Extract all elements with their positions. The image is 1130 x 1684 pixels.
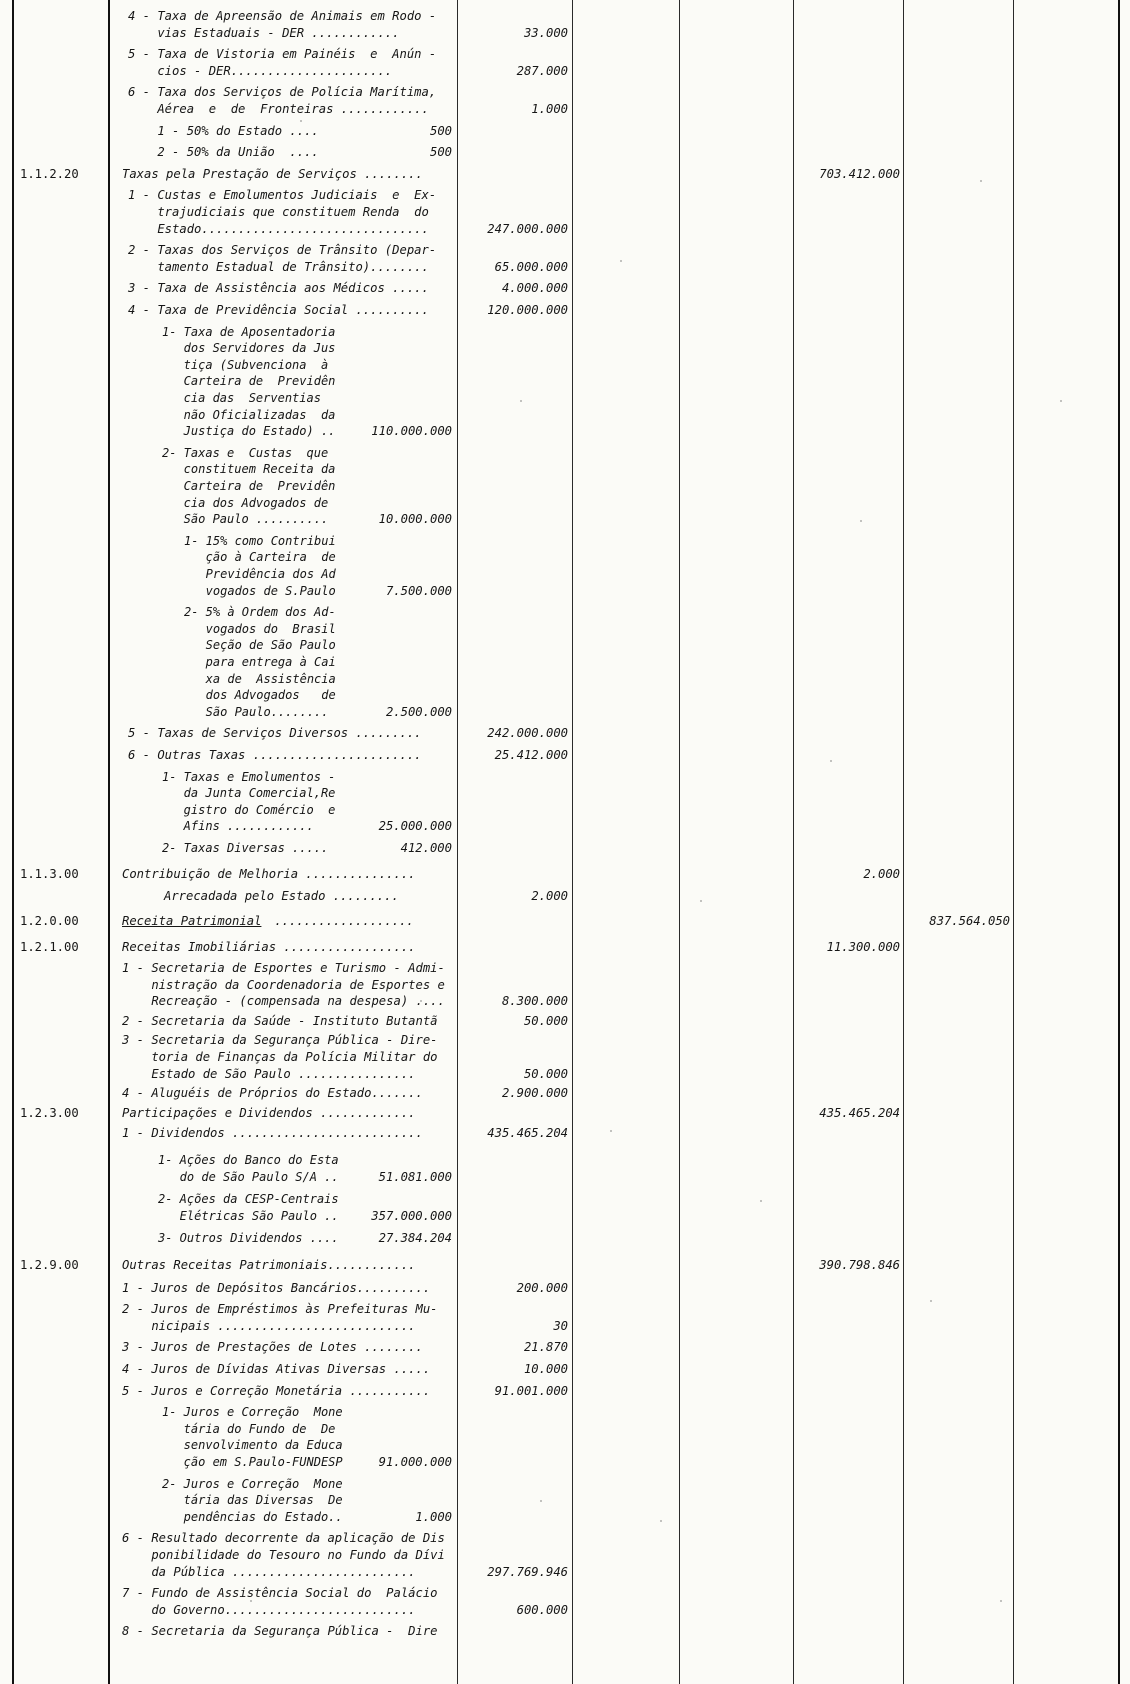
nested-description: Afins ............ (162, 819, 314, 834)
column-rule (12, 0, 14, 1684)
nested-description: 1- Taxa de Aposentadoria (162, 324, 336, 339)
entry-description: 2 - Secretaria da Saúde - Instituto Butantã (122, 1013, 438, 1028)
scan-speck (1060, 400, 1062, 402)
nested-description: constituem Receita da (162, 462, 336, 477)
column-rule (572, 0, 573, 1684)
column-rule (1013, 0, 1014, 1684)
nested-description: 1- Ações do Banco do Esta (158, 1153, 339, 1167)
leader-dots: ................... (267, 913, 414, 928)
nested-description: cia dos Advogados de (162, 495, 329, 510)
amount-col2: 21.870 (523, 1340, 568, 1355)
scan-speck (520, 400, 522, 402)
entry-description: 4 - Taxa de Previdência Social .......... (128, 303, 429, 317)
nested-description: 1- Taxas e Emolumentos - (162, 769, 336, 784)
scan-speck (930, 1300, 932, 1302)
entry-description: 7 - Fundo de Assistência Social do Palácio (122, 1586, 438, 1601)
nested-description: São Paulo .......... (162, 512, 329, 527)
amount-col5: 837.564.050 (929, 913, 1010, 928)
nested-description: 1- Juros e Correção Mone (162, 1405, 343, 1420)
amount-col2: 247.000.000 (487, 221, 568, 236)
amount-col2: 30 (553, 1318, 568, 1333)
amount-col2: 120.000.000 (487, 303, 568, 317)
section-title: Outras Receitas Patrimoniais............ (122, 1258, 416, 1272)
scan-speck (620, 260, 622, 262)
sub-amount-value: 500 (429, 145, 452, 160)
sub-amount-value: 110.000.000 (371, 424, 452, 439)
amount-col2: 1.000 (531, 102, 568, 116)
sub-amount-value: 1.000 (415, 1509, 452, 1524)
nested-description: Carteira de Previdên (162, 374, 336, 389)
section-title: Contribuição de Melhoria ............... (122, 866, 416, 881)
section-title: Receitas Imobiliárias .................. (122, 940, 416, 955)
amount-col2: 10.000 (523, 1362, 568, 1376)
amount-col2: 33.000 (523, 25, 568, 40)
scan-speck (980, 180, 982, 182)
scan-speck (540, 1500, 542, 1502)
amount-col2: 2.900.000 (501, 1086, 568, 1101)
column-rule (1118, 0, 1120, 1684)
entry-description: 1 - Dividendos .......................... (122, 1126, 423, 1141)
column-rule (457, 0, 458, 1684)
section-title: Receita Patrimonial (122, 913, 262, 928)
nested-description: 1- 15% como Contribui (184, 533, 336, 548)
amount-col4: 2.000 (863, 866, 900, 881)
sub-amount-value: 500 (429, 123, 452, 138)
entry-description: 1 - Custas e Emolumentos Judiciais e Ex- (128, 188, 437, 203)
amount-col2: 287.000 (516, 63, 568, 78)
entry-description: 3 - Taxa de Assistência aos Médicos ..... (128, 281, 429, 296)
nested-description: senvolvimento da Educa (162, 1438, 343, 1453)
scan-speck (250, 1600, 252, 1602)
entry-description: 2 - 50% da União .... (128, 145, 319, 160)
entry-description: nistração da Coordenadoria de Esportes e (122, 977, 445, 992)
account-code: 1.2.1.00 (20, 940, 79, 955)
scan-speck (860, 520, 862, 522)
nested-description: 2- 5% à Ordem dos Ad- (184, 605, 336, 620)
nested-description: 2- Taxas e Custas que (162, 445, 329, 460)
nested-description: Carteira de Previdên (162, 479, 336, 493)
entry-description: 8 - Secretaria da Segurança Pública - Dire (122, 1624, 438, 1639)
nested-description: pendências do Estado.. (162, 1509, 343, 1524)
nested-description: do de São Paulo S/A .. (158, 1169, 339, 1184)
entry-description: cios - DER...................... (128, 63, 393, 78)
entry-description: 5 - Juros e Correção Monetária ........... (122, 1383, 431, 1398)
account-code: 1.1.2.20 (20, 166, 79, 181)
sub-amount-value: 25.000.000 (378, 819, 452, 834)
amount-col2: 50.000 (523, 1013, 568, 1028)
entry-description: toria de Finanças da Polícia Militar do (122, 1050, 438, 1064)
amount-col2: 25.412.000 (494, 748, 568, 762)
scan-speck (610, 1130, 612, 1132)
nested-description: vogados de S.Paulo (184, 583, 336, 598)
entry-description: Aérea e de Fronteiras ............ (128, 102, 429, 116)
column-rule (108, 0, 110, 1684)
entry-description: Estado de São Paulo ................ (122, 1066, 416, 1081)
sub-amount-value: 10.000.000 (378, 512, 452, 527)
column-rule (903, 0, 904, 1684)
entry-description: 6 - Taxa dos Serviços de Polícia Marítima, (128, 85, 437, 100)
entry-description: 5 - Taxa de Vistoria em Painéis e Anún - (128, 47, 437, 62)
entry-description: da Pública ......................... (122, 1564, 416, 1579)
amount-col2: 2.000 (531, 889, 568, 904)
nested-description: gistro do Comércio e (162, 802, 336, 817)
entry-description: Estado............................... (128, 221, 429, 236)
entry-description: 2 - Juros de Empréstimos às Prefeituras Mu- (122, 1302, 438, 1317)
amount-col4: 11.300.000 (826, 940, 900, 955)
sub-amount-value: 2.500.000 (385, 704, 452, 719)
nested-description: tária do Fundo de De (162, 1421, 336, 1436)
nested-description: 2- Taxas Diversas ..... (162, 841, 329, 855)
sub-amount-value: 27.384.204 (378, 1231, 452, 1246)
sub-amount-value: 7.500.000 (385, 583, 452, 598)
amount-col4: 703.412.000 (819, 166, 900, 181)
entry-description: Taxas pela Prestação de Serviços ........ (122, 166, 423, 181)
scan-speck (1000, 1600, 1002, 1602)
amount-col2: 50.000 (523, 1066, 568, 1081)
entry-description: 3 - Juros de Prestações de Lotes ........ (122, 1340, 423, 1355)
entry-description: 4 - Aluguéis de Próprios do Estado....... (122, 1086, 423, 1101)
nested-description: 3- Outros Dividendos .... (158, 1231, 339, 1246)
nested-description: para entrega à Cai (184, 655, 336, 669)
amount-col2: 242.000.000 (487, 726, 568, 741)
entry-description: 2 - Taxas dos Serviços de Trânsito (Depar- (128, 243, 437, 258)
entry-description: Recreação - (compensada na despesa) .... (122, 994, 445, 1009)
column-rule (679, 0, 680, 1684)
nested-description: tária das Diversas De (162, 1493, 343, 1508)
nested-description: Justiça do Estado) .. (162, 424, 336, 439)
entry-description: 6 - Outras Taxas ....................... (128, 748, 422, 762)
scan-speck (760, 1200, 762, 1202)
entry-description: 3 - Secretaria da Segurança Pública - Dire- (122, 1033, 438, 1048)
amount-col2: 200.000 (516, 1280, 568, 1295)
entry-description: 1 - Juros de Depósitos Bancários.......... (122, 1280, 431, 1295)
sub-amount-value: 412.000 (400, 841, 452, 855)
amount-col4: 435.465.204 (819, 1105, 900, 1120)
sub-amount-value: 357.000.000 (371, 1208, 452, 1223)
amount-col2: 297.769.946 (487, 1564, 568, 1579)
account-code: 1.1.3.00 (20, 866, 79, 881)
nested-description: da Junta Comercial,Re (162, 786, 336, 801)
nested-description: dos Advogados de (184, 688, 336, 703)
sub-amount-value: 51.081.000 (378, 1169, 452, 1184)
entry-description: vias Estaduais - DER ............ (128, 25, 400, 40)
entry-description: ponibilidade do Tesouro no Fundo da Dívi (122, 1548, 445, 1562)
scan-speck (700, 900, 702, 902)
entry-description: 1 - 50% do Estado .... (128, 123, 319, 138)
scan-speck (660, 1520, 662, 1522)
entry-description: 5 - Taxas de Serviços Diversos ......... (128, 726, 422, 741)
nested-description: 2- Ações da CESP-Centrais (158, 1192, 339, 1207)
entry-description: 4 - Juros de Dívidas Ativas Diversas ..... (122, 1362, 431, 1376)
column-rule (793, 0, 794, 1684)
scan-speck (300, 120, 302, 122)
amount-col2: 4.000.000 (501, 281, 568, 296)
sub-amount-value: 91.000.000 (378, 1455, 452, 1469)
amount-col2: 600.000 (516, 1602, 568, 1617)
entry-description: 4 - Taxa de Apreensão de Animais em Rodo - (128, 9, 437, 23)
nested-description: não Oficializadas da (162, 407, 336, 422)
amount-col2: 8.300.000 (501, 994, 568, 1009)
entry-description: tamento Estadual de Trânsito)........ (128, 259, 429, 274)
nested-description: cia das Serventias (162, 391, 321, 405)
nested-description: Elétricas São Paulo .. (158, 1208, 339, 1223)
nested-description: Previdência dos Ad (184, 567, 336, 581)
nested-description: dos Servidores da Jus (162, 341, 336, 356)
account-code: 1.2.0.00 (20, 913, 79, 928)
nested-description: vogados do Brasil (184, 621, 336, 636)
scan-speck (830, 760, 832, 762)
nested-description: ção à Carteira de (184, 550, 336, 565)
nested-description: xa de Assistência (184, 671, 336, 686)
amount-col2: 435.465.204 (487, 1126, 568, 1141)
amount-col2: 91.001.000 (494, 1383, 568, 1398)
scan-speck (420, 1000, 422, 1002)
account-code: 1.2.3.00 (20, 1105, 79, 1120)
account-code: 1.2.9.00 (20, 1258, 79, 1272)
nested-description: tiça (Subvenciona à (162, 357, 329, 372)
entry-description: trajudiciais que constituem Renda do (128, 205, 429, 219)
entry-description: 6 - Resultado decorrente da aplicação de Dis (122, 1531, 445, 1546)
amount-col4: 390.798.846 (819, 1258, 900, 1272)
entry-description: do Governo.......................... (122, 1602, 416, 1617)
entry-description: 1 - Secretaria de Esportes e Turismo - Admi- (122, 961, 445, 975)
entry-description: nicipais ........................... (122, 1318, 416, 1333)
section-title: Participações e Dividendos ............. (122, 1105, 416, 1120)
entry-description: Arrecadada pelo Estado ......... (164, 889, 399, 904)
nested-description: São Paulo........ (184, 704, 329, 719)
nested-description: Seção de São Paulo (184, 638, 336, 653)
nested-description: 2- Juros e Correção Mone (162, 1476, 343, 1491)
nested-description: ção em S.Paulo-FUNDESP (162, 1455, 343, 1469)
amount-col2: 65.000.000 (494, 259, 568, 274)
